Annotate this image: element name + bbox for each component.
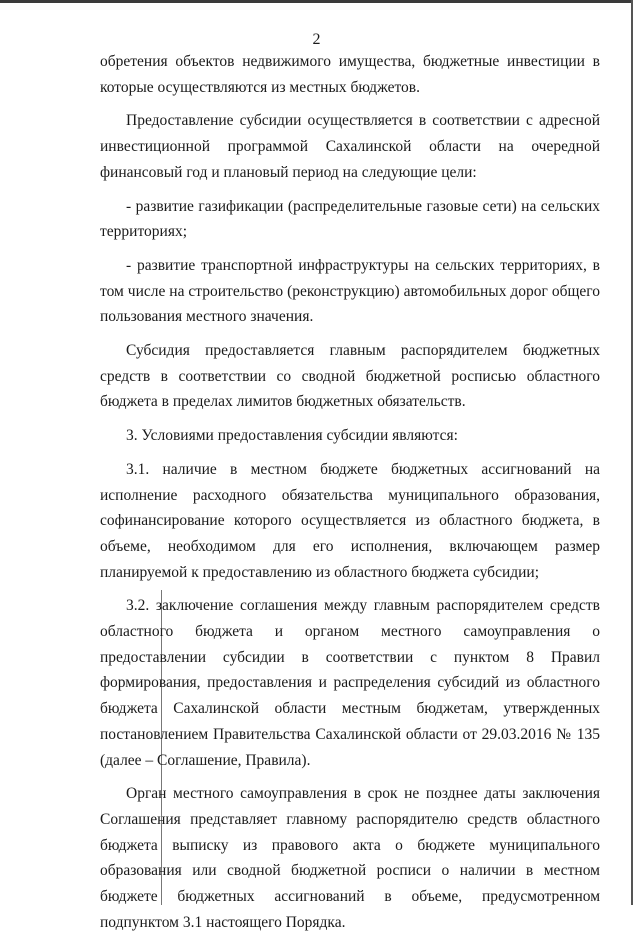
page-number: 2: [312, 31, 321, 48]
section-heading-conditions: 3. Условиями предоставления субсидии являются:: [126, 427, 458, 445]
scan-top-edge: [0, 0, 633, 3]
paragraph-continuation: обретения объектов недвижимого имущества, бюджетные инвестиции в которые осуществляются из местных бюджетов.: [100, 53, 600, 96]
paragraph-subsidy-purpose: Предоставление субсидии осуществляется в соответствии с адресной инвестиционной программой Сахалинской области на очередной финансовый год и плановый период на следующие цели:: [100, 112, 600, 181]
clause-3-2: 3.2. заключение соглашения между главным распорядителем средств областного бюджета и органом местного самоуправления о предоставлении субсидии в соответствии с пунктом 8 Правил формирования, предоставления и распределения субсидий из областного бюджета Сахалинской области местным бюджетам, утвержденных постановлением Правительства Сахалинской области от 29.03.2016 № 135 (далее – Соглашение, Правила).: [100, 597, 600, 769]
list-item-transport: - развитие транспортной инфраструктуры на сельских территориях, в том числе на строительство (реконструкцию) автомобильных дорог общего пользования местного значения.: [100, 256, 600, 326]
paragraph-local-authority: Орган местного самоуправления в срок не позднее даты заключения Соглашения представляет главному распорядителю средств областного бюджета выписку из правового акта о бюджете муниципального образования или сводной бюджетной росписи о наличии в местном бюджете бюджетных ассигнований в объеме, предусмотренном подпунктом 3.1 настоящего Порядка.: [100, 785, 600, 931]
document-body: [100, 49, 600, 944]
paragraph-subsidy-provider: Субсидия предоставляется главным распорядителем бюджетных средств в соответствии со сводной бюджетной росписью областного бюджета в пределах лимитов бюджетных обязательств.: [100, 342, 600, 411]
clause-3-1: 3.1. наличие в местном бюджете бюджетных ассигнований на исполнение расходного обязательства муниципального образования, софинансирование которого осуществляется из областного бюджета, в объеме, необходимом для его исполнения, включающем размер планируемой к предоставлению из областного бюджета субсидии;: [100, 460, 600, 581]
list-item-gasification: - развитие газификации (распределительные газовые сети) на сельских территориях;: [100, 197, 600, 241]
